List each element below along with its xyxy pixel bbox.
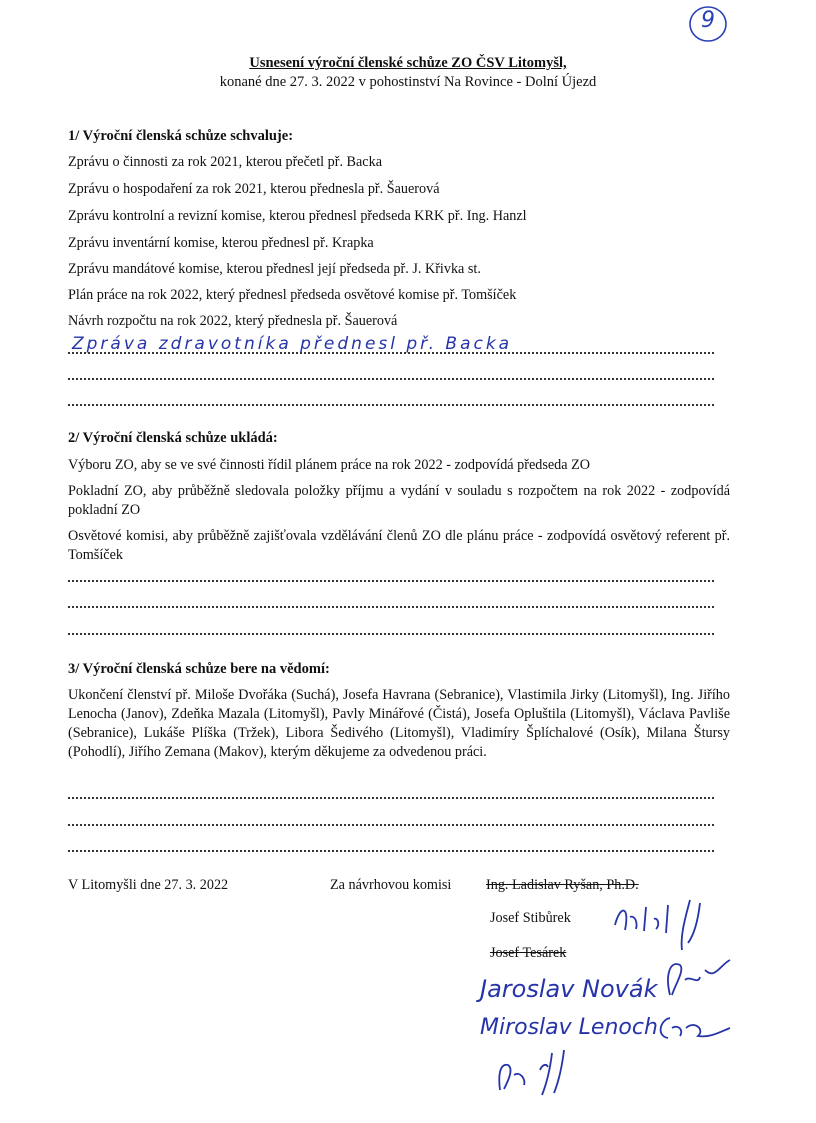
dotted-line	[68, 795, 714, 799]
document-title: Usnesení výroční členské schůze ZO ČSV Litomyšl,	[249, 55, 567, 71]
section-1-heading: 1/ Výroční členská schůze schvaluje:	[68, 128, 294, 144]
handwritten-name: Miroslav Lenoch	[480, 1015, 658, 1040]
section-3-heading: 3/ Výroční členská schůze bere na vědomí:	[68, 661, 330, 677]
document-subtitle: konané dne 27. 3. 2022 v pohostinství Na Rovince - Dolní Újezd	[219, 74, 597, 90]
dotted-line	[68, 631, 714, 635]
committee-member-struck: Josef Tesárek	[490, 945, 567, 961]
section-1-item: Zprávu inventární komise, kterou přednesl př. Krapka	[68, 235, 374, 251]
signature-novak	[660, 955, 740, 1010]
signature-stiburek	[610, 895, 720, 960]
section-1-item: Zprávu o hospodaření za rok 2021, kterou přednesla př. Šauerová	[68, 181, 440, 197]
section-2-item: Výboru ZO, aby se ve své činnosti řídil plánem práce na rok 2022 - zodpovídá předseda ZO	[68, 457, 591, 473]
section-2-heading: 2/ Výroční členská schůze ukládá:	[68, 430, 278, 446]
dotted-line	[68, 848, 714, 852]
handwritten-name: Jaroslav Novák	[480, 975, 658, 1003]
section-1-item: Plán práce na rok 2022, který přednesl předseda osvětové komise př. Tomšíček	[68, 287, 517, 303]
section-1-item: Zprávu o činnosti za rok 2021, kterou přečetl př. Backa	[68, 154, 382, 170]
handwritten-addition: Zpráva zdravotníka přednesl př. Backa	[72, 334, 513, 354]
dotted-line	[68, 350, 714, 354]
section-2-item: Osvětové komisi, aby průběžně zajišťovala vzdělávání členů ZO dle plánu práce - zodpovídá osvětový referent př. Tomšíček	[68, 528, 730, 563]
dotted-line	[68, 376, 714, 380]
section-1-item: Návrh rozpočtu na rok 2022, který přednesla př. Šauerová	[68, 313, 398, 329]
signature-lenoch	[650, 1008, 740, 1053]
place-date: V Litomyšli dne 27. 3. 2022	[68, 877, 229, 893]
dotted-line	[68, 822, 714, 826]
signature-bottom	[490, 1045, 600, 1105]
section-1-item: Zprávu mandátové komise, kterou přednesl její předseda př. J. Křivka st.	[68, 261, 481, 277]
committee-member: Josef Stibůrek	[490, 910, 571, 926]
dotted-line	[68, 402, 714, 406]
dotted-line	[68, 604, 714, 608]
section-1-item: Zprávu kontrolní a revizní komise, kterou přednesl předseda KRK př. Ing. Hanzl	[68, 208, 527, 224]
page-number: 9	[701, 8, 715, 33]
dotted-line	[68, 578, 714, 582]
section-2-item: Pokladní ZO, aby průběžně sledovala položky příjmu a vydání v souladu s rozpočtem na rok 2022 - zodpovídá pokladní ZO	[68, 483, 730, 518]
committee-member-struck: Ing. Ladislav Ryšan, Ph.D.	[486, 877, 639, 893]
committee-label: Za návrhovou komisi	[330, 877, 452, 893]
page-number-badge	[688, 4, 728, 44]
section-3-text: Ukončení členství př. Miloše Dvořáka (Suchá), Josefa Havrana (Sebranice), Vlastimila Jirky (Litomyšl), Ing. Jiřího Lenocha (Janov), Zdeňka Mazala (Litomyšl), Pavly Minářové (Čistá), Josefa Opluštila (Litomyšl), Václava Pavliše (Sebranice), Lukáše Plíška (Tržek), Libora Šedivého (Litomyšl), Vladimíry Šplíchalové (Osík), Milana Štursy (Pohodlí), Jiřího Zemana (Makov), kterým děkujeme za odvedenou práci.	[68, 687, 730, 760]
